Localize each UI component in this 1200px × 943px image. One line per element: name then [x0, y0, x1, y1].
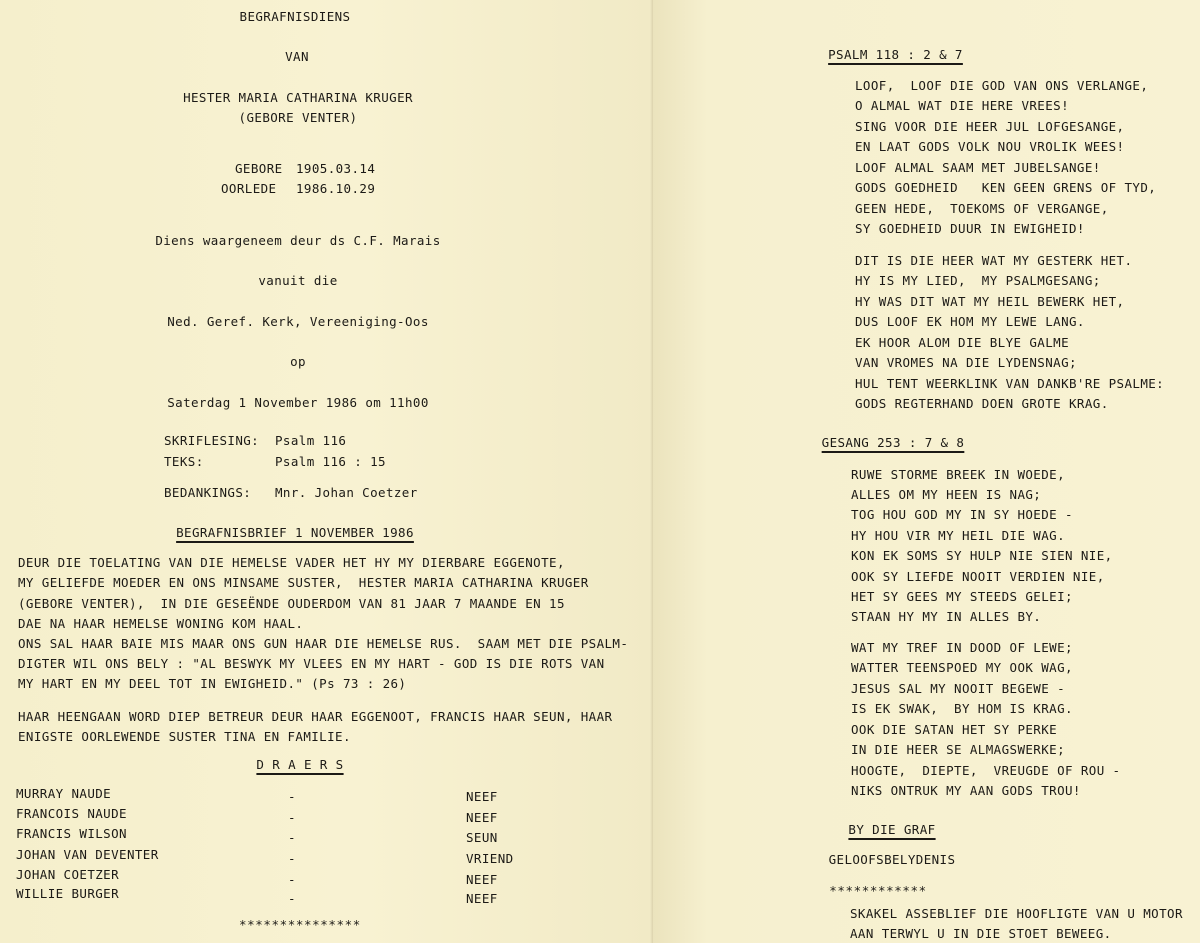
- grave-heading: BY DIE GRAF: [848, 822, 936, 837]
- gesang-line: WAT MY TREF IN DOOD OF LEWE;: [851, 640, 1073, 655]
- bearer-relation: NEEF: [466, 891, 498, 906]
- died-date: 1986.10.29: [296, 181, 376, 196]
- psalm-line: DIT IS DIE HEER WAT MY GESTERK HET.: [855, 253, 1133, 268]
- thanks-value: Mnr. Johan Coetzer: [275, 485, 418, 500]
- bearer-dash: -: [288, 872, 296, 887]
- creed-label: GELOOFSBELYDENIS: [828, 852, 956, 867]
- bearer-name: JOHAN VAN DEVENTER: [16, 847, 159, 862]
- letter-line: MY HART EN MY DEEL TOT IN EWIGHEID." (Ps 73 : 26): [18, 676, 407, 691]
- gesang-line: RUWE STORME BREEK IN WOEDE,: [851, 467, 1065, 482]
- gesang-line: TOG HOU GOD MY IN SY HOEDE -: [851, 507, 1073, 522]
- gesang-line: HOOGTE, DIEPTE, VREUGDE OF ROU -: [851, 763, 1121, 778]
- bearer-relation: NEEF: [466, 872, 498, 887]
- psalm-line: LOOF ALMAL SAAM MET JUBELSANGE!: [855, 160, 1101, 175]
- letter-line: DEUR DIE TOELATING VAN DIE HEMELSE VADER HET HY MY DIERBARE EGGENOTE,: [18, 555, 565, 570]
- psalm-line: SY GOEDHEID DUUR IN EWIGHEID!: [855, 221, 1085, 236]
- letter-line: DIGTER WIL ONS BELY : "AL BESWYK MY VLEES EN MY HART - GOD IS DIE ROTS VAN: [18, 656, 605, 671]
- bearer-dash: -: [288, 830, 296, 845]
- bearer-name: FRANCIS WILSON: [16, 826, 127, 841]
- psalm-line: HUL TENT WEERKLINK VAN DANKB'RE PSALME:: [855, 376, 1165, 391]
- deceased-name: HESTER MARIA CATHARINA KRUGER: [183, 90, 413, 105]
- psalm-line: GODS GOEDHEID KEN GEEN GRENS OF TYD,: [855, 180, 1157, 195]
- church-name: Ned. Geref. Kerk, Vereeniging-Oos: [167, 314, 429, 329]
- bearer-name: WILLIE BURGER: [16, 886, 120, 901]
- from-label: vanuit die: [258, 273, 338, 288]
- psalm-line: EN LAAT GODS VOLK NOU VROLIK WEES!: [855, 139, 1125, 154]
- bearer-dash: -: [288, 851, 296, 866]
- closing-line: AAN TERWYL U IN DIE STOET BEWEEG.: [850, 926, 1112, 941]
- gesang-line: OOK DIE SATAN HET SY PERKE: [851, 722, 1058, 737]
- gesang-line: KON EK SOMS SY HULP NIE SIEN NIE,: [851, 548, 1113, 563]
- gesang-line: NIKS ONTRUK MY AAN GODS TROU!: [851, 783, 1081, 798]
- psalm-line: O ALMAL WAT DIE HERE VREES!: [855, 98, 1069, 113]
- maiden-name: (GEBORE VENTER): [238, 110, 358, 125]
- right-page: [653, 0, 1200, 943]
- gesang-line: HY HOU VIR MY HEIL DIE WAG.: [851, 528, 1065, 543]
- psalm-line: LOOF, LOOF DIE GOD VAN ONS VERLANGE,: [855, 78, 1149, 93]
- text-label: TEKS:: [164, 454, 204, 469]
- bearer-dash: -: [288, 810, 296, 825]
- scripture-value: Psalm 116: [275, 433, 347, 448]
- bearer-name: FRANCOIS NAUDE: [16, 806, 127, 821]
- psalm-line: EK HOOR ALOM DIE BLYE GALME: [855, 335, 1069, 350]
- letter-line: ENIGSTE OORLEWENDE SUSTER TINA EN FAMILIE.: [18, 729, 351, 744]
- gesang-line: IN DIE HEER SE ALMAGSWERKE;: [851, 742, 1065, 757]
- bearer-relation: SEUN: [466, 830, 498, 845]
- bearer-relation: VRIEND: [466, 851, 514, 866]
- van-label: VAN: [285, 49, 309, 64]
- died-label: OORLEDE: [221, 181, 277, 196]
- gesang-line: HET SY GEES MY STEEDS GELEI;: [851, 589, 1073, 604]
- service-title: BEGRAFNISDIENS: [239, 9, 351, 24]
- psalm-line: HY IS MY LIED, MY PSALMGESANG;: [855, 273, 1101, 288]
- text-value: Psalm 116 : 15: [275, 454, 386, 469]
- closing-line: SKAKEL ASSEBLIEF DIE HOOFLIGTE VAN U MOTOR: [850, 906, 1183, 921]
- gesang-line: JESUS SAL MY NOOIT BEGEWE -: [851, 681, 1065, 696]
- officiant: Diens waargeneem deur ds C.F. Marais: [155, 233, 441, 248]
- psalm-heading: PSALM 118 : 2 & 7: [828, 47, 963, 62]
- gesang-line: STAAN HY MY IN ALLES BY.: [851, 609, 1042, 624]
- letter-line: HAAR HEENGAAN WORD DIEP BETREUR DEUR HAAR EGGENOOT, FRANCIS HAAR SEUN, HAAR: [18, 709, 613, 724]
- psalm-line: SING VOOR DIE HEER JUL LOFGESANGE,: [855, 119, 1125, 134]
- service-date-time: Saterdag 1 November 1986 om 11h00: [167, 395, 429, 410]
- born-label: GEBORE: [235, 161, 283, 176]
- psalm-line: VAN VROMES NA DIE LYDENSNAG;: [855, 355, 1077, 370]
- bearer-name: MURRAY NAUDE: [16, 786, 112, 801]
- bearer-relation: NEEF: [466, 789, 498, 804]
- left-stars-divider: ***************: [239, 917, 361, 932]
- gesang-line: OOK SY LIEFDE NOOIT VERDIEN NIE,: [851, 569, 1105, 584]
- psalm-line: DUS LOOF EK HOM MY LEWE LANG.: [855, 314, 1085, 329]
- bearers-heading: D R A E R S: [256, 757, 344, 772]
- letter-line: (GEBORE VENTER), IN DIE GESEËNDE OUDERDOM VAN 81 JAAR 7 MAANDE EN 15: [18, 596, 565, 611]
- psalm-line: GEEN HEDE, TOEKOMS OF VERGANGE,: [855, 201, 1109, 216]
- letter-line: ONS SAL HAAR BAIE MIS MAAR ONS GUN HAAR DIE HEMELSE RUS. SAAM MET DIE PSALM-: [18, 636, 629, 651]
- gesang-line: WATTER TEENSPOED MY OOK WAG,: [851, 660, 1073, 675]
- bearer-dash: -: [288, 789, 296, 804]
- born-date: 1905.03.14: [296, 161, 376, 176]
- gesang-line: IS EK SWAK, BY HOM IS KRAG.: [851, 701, 1073, 716]
- on-label: op: [290, 354, 306, 369]
- bearer-name: JOHAN COETZER: [16, 867, 120, 882]
- bearer-dash: -: [288, 891, 296, 906]
- letter-line: MY GELIEFDE MOEDER EN ONS MINSAME SUSTER, HESTER MARIA CATHARINA KRUGER: [18, 575, 589, 590]
- thanks-label: BEDANKINGS:: [164, 485, 252, 500]
- psalm-line: GODS REGTERHAND DOEN GROTE KRAG.: [855, 396, 1109, 411]
- right-stars-divider: ************: [829, 883, 927, 898]
- scripture-label: SKRIFLESING:: [164, 433, 260, 448]
- gesang-line: ALLES OM MY HEEN IS NAG;: [851, 487, 1042, 502]
- letter-line: DAE NA HAAR HEMELSE WONING KOM HAAL.: [18, 616, 304, 631]
- bearer-relation: NEEF: [466, 810, 498, 825]
- psalm-line: HY WAS DIT WAT MY HEIL BEWERK HET,: [855, 294, 1125, 309]
- gesang-heading: GESANG 253 : 7 & 8: [821, 435, 965, 450]
- letter-heading: BEGRAFNISBRIEF 1 NOVEMBER 1986: [176, 525, 414, 540]
